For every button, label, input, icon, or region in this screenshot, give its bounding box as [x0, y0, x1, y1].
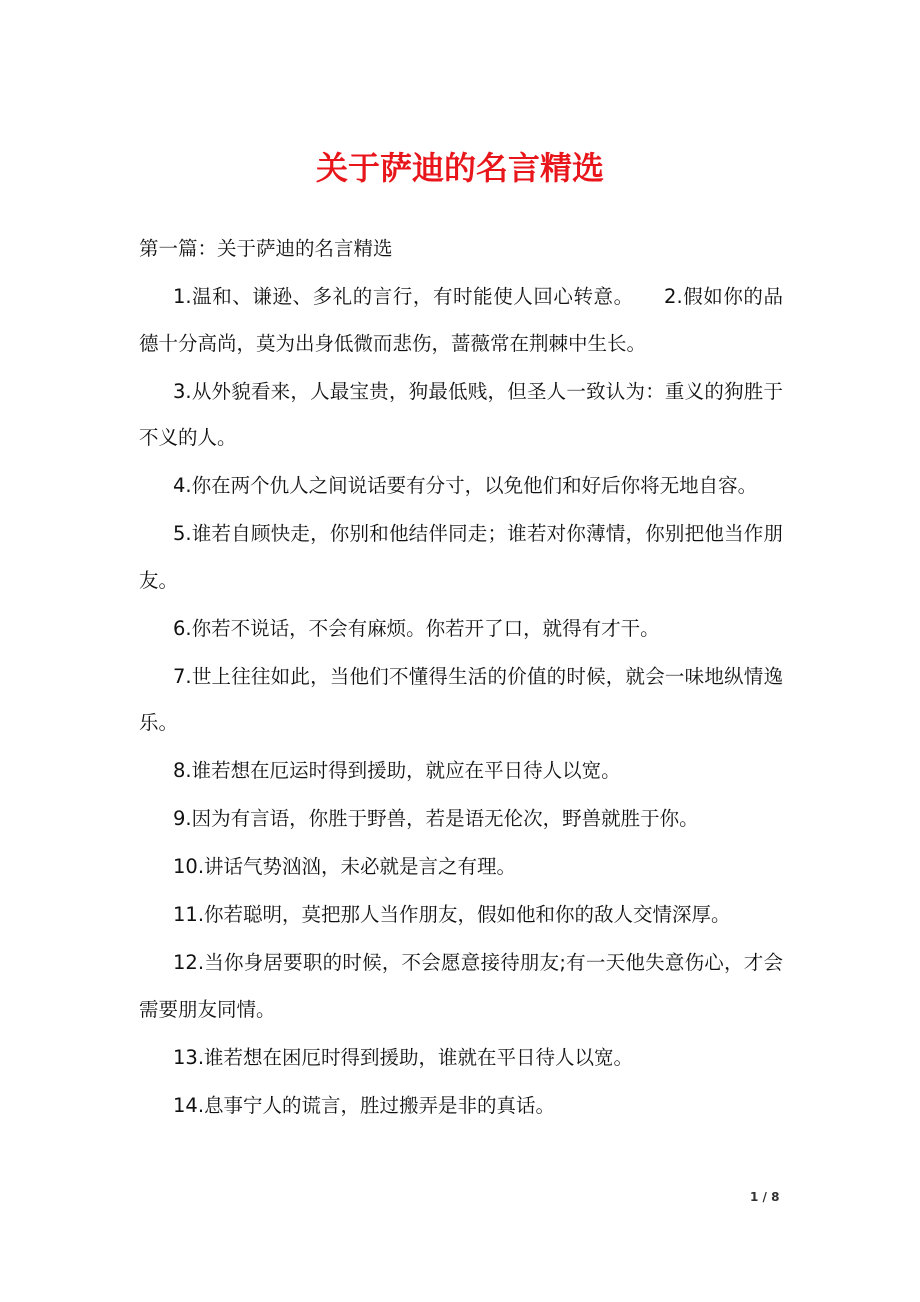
quote-paragraph: 13.谁若想在困厄时得到援助，谁就在平日待人以宽。: [173, 1045, 634, 1069]
quote-paragraph: 3.从外貌看来，人最宝贵，狗最低贱，但圣人一致认为：重义的狗胜于不义的人。: [139, 379, 783, 449]
section-heading: 第一篇：关于萨迪的名言精选: [139, 237, 393, 260]
document-body: [139, 226, 783, 1131]
quote-paragraph: 6.你若不说话，不会有麻烦。你若开了口，就得有才干。: [173, 616, 660, 640]
quote-list: [139, 274, 783, 1129]
quote-paragraph: 14.息事宁人的谎言，胜过搬弄是非的真话。: [173, 1093, 556, 1117]
quote-paragraph: 7.世上往往如此，当他们不懂得生活的价值的时候，就会一味地纵情逸乐。: [139, 664, 783, 734]
quote-paragraph: 8.谁若想在厄运时得到援助，就应在平日待人以宽。: [173, 759, 621, 782]
quote-paragraph: 11.你若聪明，莫把那人当作朋友，假如他和你的敌人交情深厚。: [173, 903, 731, 926]
quote-paragraph: 9.因为有言语，你胜于野兽，若是语无伦次，野兽就胜于你。: [173, 807, 699, 830]
quote-paragraph: 5.谁若自顾快走，你别和他结伴同走；谁若对你薄情，你别把他当作朋友。: [139, 522, 783, 592]
page-number: 1 / 8: [750, 1190, 780, 1204]
quote-paragraph: 12.当你身居要职的时候，不会愿意接待朋友;有一天他失意伤心，才会需要朋友同情。: [139, 951, 783, 1021]
quote-paragraph: 10.讲话气势汹汹，未必就是言之有理。: [173, 855, 517, 878]
quote-paragraph: 1.温和、谦逊、多礼的言行，有时能使人回心转意。 2.假如你的品德十分高尚，莫为出身低微而悲伤，蔷薇常在荆棘中生长。: [139, 285, 783, 355]
document-title: 关于萨迪的名言精选: [315, 149, 604, 187]
quote-paragraph: 4.你在两个仇人之间说话要有分寸，以免他们和好后你将无地自容。: [173, 474, 758, 497]
